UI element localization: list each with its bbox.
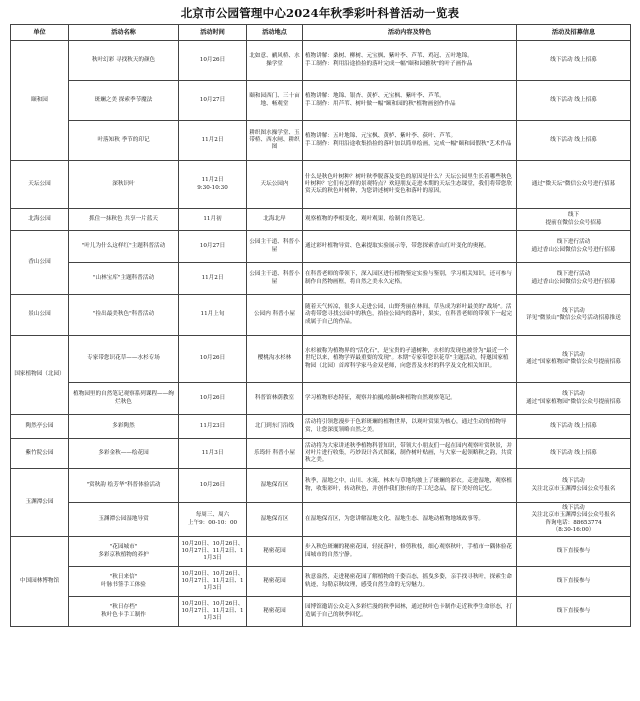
name-cell: 秋叶幻彩 寻找秋天的颜色 (69, 41, 179, 81)
activity-table (10, 24, 631, 627)
table-row (11, 415, 631, 439)
name-cell: 多彩陶然 (69, 415, 179, 439)
content-cell: 什么是秋色叶树种？树叶秋季脱落及变色的原因是什么？天坛公园里生长着哪些秋色叶树种？它们有怎样的景观特点？欢迎朋友走进本期的天坛生态课堂，我们将带您欣赏天坛的秋色叶树种，为您讲述树叶变色和落叶的原因。 (303, 161, 517, 209)
unit-cell: 国家植物园（北园） (11, 336, 69, 415)
time-cell: 10月26日 (179, 41, 247, 81)
unit-cell: 紫竹院公园 (11, 439, 69, 469)
time-cell: 11月2日 (179, 121, 247, 161)
header-recruit: 活动及招募信息 (517, 25, 631, 41)
recruit-cell: 线下活动 线上招募 (517, 415, 631, 439)
content-cell: 秋意盎然，走进秘密花园了解植物的千姿百态，摇曳多姿，亲手找寻秋叶，探索生命轨迹，勾勒京秋纹理，感受自然生命的无穷魅力。 (303, 567, 517, 597)
name-cell: "山林宝库"主题科普活动 (69, 263, 179, 295)
place-cell: 乐筠轩 科普小屋 (247, 439, 303, 469)
time-cell: 11月23日 (179, 415, 247, 439)
name-cell: 斑斓之美 探索季节魔法 (69, 81, 179, 121)
recruit-cell: 线下进行活动 通过香山公园微信公众号进行招募 (517, 231, 631, 263)
recruit-cell: 线下进行活动 通过香山公园微信公众号进行招募 (517, 263, 631, 295)
recruit-cell: 线下活动 通过"国家植物园"微信公众号提前招募 (517, 336, 631, 383)
place-cell: 天坛公园内 (247, 161, 303, 209)
header-unit: 单位 (11, 25, 69, 41)
table-row (11, 383, 631, 415)
time-cell: 10月27日 (179, 81, 247, 121)
place-cell: 公园主干道、科普小屋 (247, 231, 303, 263)
time-cell: 10月26日 (179, 469, 247, 503)
time-cell: 11月初 (179, 209, 247, 231)
content-cell: 植物讲解：五叶地锦、元宝枫、黄栌、紫叶李、荻叶、芦苇。 手工制作：利用沿途收集拾捡的落叶加以简单绘画，完成一幅"颐和园假秋"艺术作品 (303, 121, 517, 161)
place-cell: 秘密花园 (247, 537, 303, 567)
time-cell: 10月26日 (179, 383, 247, 415)
content-cell: 随着天气转凉，很多人走进公园，山野秀丽在林间，草丛成为彩叶最美的"战场"。活动将带您寻找公园中的秋色，拾捡公园内的落叶，果实，在科普老师的带领下一起完成属于自己的作品。 (303, 295, 517, 336)
name-cell: "捡出最美秋色"科普活动 (69, 295, 179, 336)
name-cell: 玉渊潭公园湿地导赏 (69, 503, 179, 537)
unit-cell: 天坛公园 (11, 161, 69, 209)
recruit-cell: 线下活动 关注北京市玉渊潭公园公众号报名 (517, 469, 631, 503)
recruit-cell: 通过"微天坛"微信公众号进行招募 (517, 161, 631, 209)
table-row (11, 597, 631, 627)
place-cell: 颐和园西门、三十亩地、畅观堂 (247, 81, 303, 121)
time-cell: 11月上旬 (179, 295, 247, 336)
time-cell: 11月2日 (179, 263, 247, 295)
content-cell: 活动将引领您漫步于色彩斑斓的植物世界，以观叶赏果为核心，通过生动的植物导赏，让您深度领略自然之美。 (303, 415, 517, 439)
table-row (11, 537, 631, 567)
recruit-cell: 线下活动 线上招募 (517, 81, 631, 121)
time-cell: 每周三、周六 上午9：00-10：00 (179, 503, 247, 537)
recruit-cell: 线下活动 线上招募 (517, 439, 631, 469)
place-cell: 秘密花园 (247, 567, 303, 597)
name-cell: "叶儿为什么这样红"主题科普活动 (69, 231, 179, 263)
table-row (11, 41, 631, 81)
unit-cell: 颐和园 (11, 41, 69, 161)
time-cell: 10月20日、10月26日、10月27日、11月2日、11月3日 (179, 537, 247, 567)
content-cell: 通过彩叶植物导赏、色素提取实验展示等，带您探索香山红叶变化的奥秘。 (303, 231, 517, 263)
unit-cell: 陶然亭公园 (11, 415, 69, 439)
content-cell: 步入秋色斑斓的秘密花园，轻抚落叶，修剪秋枝，细心观察秋叶，手植市一隅体验花园城市的自然宁静。 (303, 537, 517, 567)
name-cell: 多彩金秋——绘花园 (69, 439, 179, 469)
place-cell: 科普馆林荫教室 (247, 383, 303, 415)
place-cell: 湿地保育区 (247, 503, 303, 537)
name-cell: "赏秋韵 绘芳华"科普体验活动 (69, 469, 179, 503)
recruit-cell: 线下直接参与 (517, 567, 631, 597)
header-name: 活动名称 (69, 25, 179, 41)
table-row (11, 567, 631, 597)
header-content: 活动内容及特色 (303, 25, 517, 41)
recruit-cell: 线下直接参与 (517, 597, 631, 627)
name-cell: "花园城市" 多彩京秋植物的养护 (69, 537, 179, 567)
unit-cell: 景山公园 (11, 295, 69, 336)
header-time: 活动时间 (179, 25, 247, 41)
table-row (11, 336, 631, 383)
table-row (11, 469, 631, 503)
time-cell: 10月26日 (179, 336, 247, 383)
time-cell: 11月3日 (179, 439, 247, 469)
content-cell: 学习植物形态特征，观察并拍摄/绘制6种植物自然观察笔记。 (303, 383, 517, 415)
unit-cell: 中国园林博物馆 (11, 537, 69, 627)
content-cell: 植物讲解：地锦、银杏、黄栌、元宝枫、紫叶李、芦苇。 手工制作：用芦苇、树叶做一幅"颐和园的秋"植物画创作作品 (303, 81, 517, 121)
time-cell: 10月27日 (179, 231, 247, 263)
place-cell: 北门到东门沿线 (247, 415, 303, 439)
place-cell: 秘密花园 (247, 597, 303, 627)
place-cell: 公园内 科普小屋 (247, 295, 303, 336)
name-cell: 植物园里的自然笔记观察系列课程——绚烂秋色 (69, 383, 179, 415)
name-cell: 专家带您识花草——水杉专场 (69, 336, 179, 383)
unit-cell: 玉渊潭公园 (11, 469, 69, 537)
table-row (11, 81, 631, 121)
content-cell: 观察植物的季相变化，观叶观果，绘制自然笔记。 (303, 209, 517, 231)
table-row (11, 503, 631, 537)
content-cell: 水杉被称为植物界的"活化石"，是宝贵的孑遗树种，水杉的发现也被誉为"最近一个世纪以来，植物学界最重要的发现"。本期"专家带您识花草"主题活动，特邀国家植物园（北园）首席科学家马金双老师，向您普及水杉的科学及文化相关知识。 (303, 336, 517, 383)
header-place: 活动地点 (247, 25, 303, 41)
table-row (11, 263, 631, 295)
content-cell: 植物讲解：桑树、柳树、元宝枫、紫叶李、芦苇、鸡冠、五叶地锦。 手工制作：利用沿途拾捡的落叶完成一幅"颐和园雅秋"的叶子画作品 (303, 41, 517, 81)
time-cell: 10月20日、10月26日、10月27日、11月2日、11月3日 (179, 597, 247, 627)
table-row (11, 295, 631, 336)
page-title: 北京市公园管理中心2024年秋季彩叶科普活动一览表 (180, 6, 460, 20)
place-cell: 公园主干道、科普小屋 (247, 263, 303, 295)
table-row (11, 231, 631, 263)
recruit-cell: 线下直接参与 (517, 537, 631, 567)
unit-cell: 北海公园 (11, 209, 69, 231)
table-header-row (11, 25, 631, 41)
place-cell: 湿地保育区 (247, 469, 303, 503)
name-cell: 叶落知秋 季节的印记 (69, 121, 179, 161)
place-cell: 北海北岸 (247, 209, 303, 231)
table-row (11, 209, 631, 231)
content-cell: 秋季，湿地之中，山川、水流、林木与草地均披上了斑斓的彩衣。走进湿地，观察植物，收集彩叶，转动秋色，并创作我们独有的手工纪念品，留下美好的记忆。 (303, 469, 517, 503)
place-cell: 耕织图水操学堂、玉带桥、西水闸、耕织图 (247, 121, 303, 161)
unit-cell: 香山公园 (11, 231, 69, 295)
recruit-cell: 线下 提前在微信公众号招募 (517, 209, 631, 231)
recruit-cell: 线下活动 关注北京市玉渊潭公园公众号报名 咨询电话：88653774 （8:30-16:00） (517, 503, 631, 537)
time-cell: 11月2日 9:30-10:30 (179, 161, 247, 209)
table-row (11, 439, 631, 469)
time-cell: 10月20日、10月26日、10月27日、11月2日、11月3日 (179, 567, 247, 597)
place-cell: 樱桃沟水杉林 (247, 336, 303, 383)
name-cell: 深秋识叶 (69, 161, 179, 209)
name-cell: "秋日存档" 秋叶色卡手工制作 (69, 597, 179, 627)
name-cell: "秋日来信" 叶脉书签手工体验 (69, 567, 179, 597)
recruit-cell: 线下活动 线上招募 (517, 41, 631, 81)
content-cell: 在科普老师的带领下，深入园区进行植物鉴定实验与鉴别，学习相关知识，还可参与制作自然物画框，将自然之美永久定格。 (303, 263, 517, 295)
place-cell: 北如意、鹂风桥、水操学堂 (247, 41, 303, 81)
table-row (11, 161, 631, 209)
table-row (11, 121, 631, 161)
content-cell: 园博馆邀请公众走入多彩烂漫的秋季园林，通过秋叶色卡制作走近秋季生命形态，打造属于自己的秋季回忆。 (303, 597, 517, 627)
recruit-cell: 线下活动 通过"国家植物园"微信公众号提前招募 (517, 383, 631, 415)
content-cell: 在湿地保育区，为您讲解湿地文化、湿地生态、湿地动植物地域故事等。 (303, 503, 517, 537)
recruit-cell: 线下活动 线上招募 (517, 121, 631, 161)
content-cell: 活动将为大家讲述秋季植物科普知识，带领大小朋友们一起在园内观察叶赏秋景，并对叶片进行收集，巧妙设计各式图案，制作树叶贴画，与大家一起领略秋之韵，共赏秋之美。 (303, 439, 517, 469)
name-cell: 抓住一抹秋色 共享一片蓝天 (69, 209, 179, 231)
recruit-cell: 线下活动 详见"微景山"微信公众号活动招募推送 (517, 295, 631, 336)
